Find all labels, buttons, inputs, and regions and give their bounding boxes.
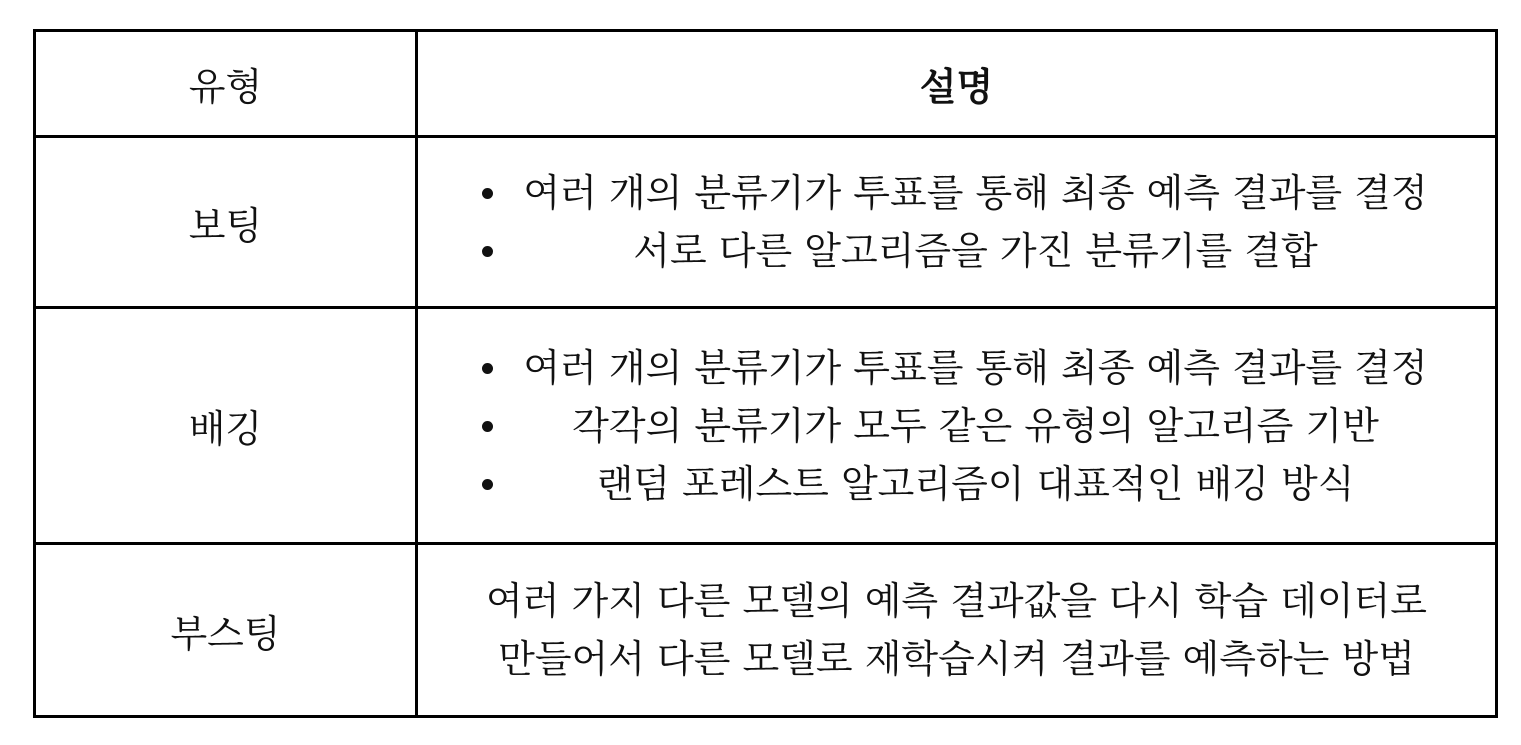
- table-header-row: [35, 31, 1497, 137]
- description-line: 여러 가지 다른 모델의 예측 결과값을 다시 학습 데이터로: [486, 579, 1427, 623]
- bullet-item: 여러 개의 분류기가 투표를 통해 최종 예측 결과를 결정: [476, 164, 1475, 222]
- header-type: 유형: [35, 31, 417, 137]
- table-row: [35, 137, 1497, 308]
- type-cell-bagging: 배깅: [35, 308, 417, 544]
- description-line: 만들어서 다른 모델로 재학습시켜 결과를 예측하는 방법: [498, 637, 1415, 681]
- bullet-item: 서로 다른 알고리즘을 가진 분류기를 결합: [476, 222, 1475, 280]
- table-row: [35, 308, 1497, 544]
- description-cell-voting: [417, 137, 1497, 308]
- bullet-list: [418, 339, 1495, 513]
- header-description: 설명: [417, 31, 1497, 137]
- ensemble-comparison-table: [33, 29, 1498, 718]
- bullet-item: 각각의 분류기가 모두 같은 유형의 알고리즘 기반: [476, 397, 1475, 455]
- description-cell-boosting: [417, 544, 1497, 717]
- bullet-item: 여러 개의 분류기가 투표를 통해 최종 예측 결과를 결정: [476, 339, 1475, 397]
- bullet-list: [418, 164, 1495, 280]
- table-row: [35, 544, 1497, 717]
- description-cell-bagging: [417, 308, 1497, 544]
- bullet-item: 랜덤 포레스트 알고리즘이 대표적인 배깅 방식: [476, 455, 1475, 513]
- type-cell-boosting: 부스팅: [35, 544, 417, 717]
- type-cell-voting: 보팅: [35, 137, 417, 308]
